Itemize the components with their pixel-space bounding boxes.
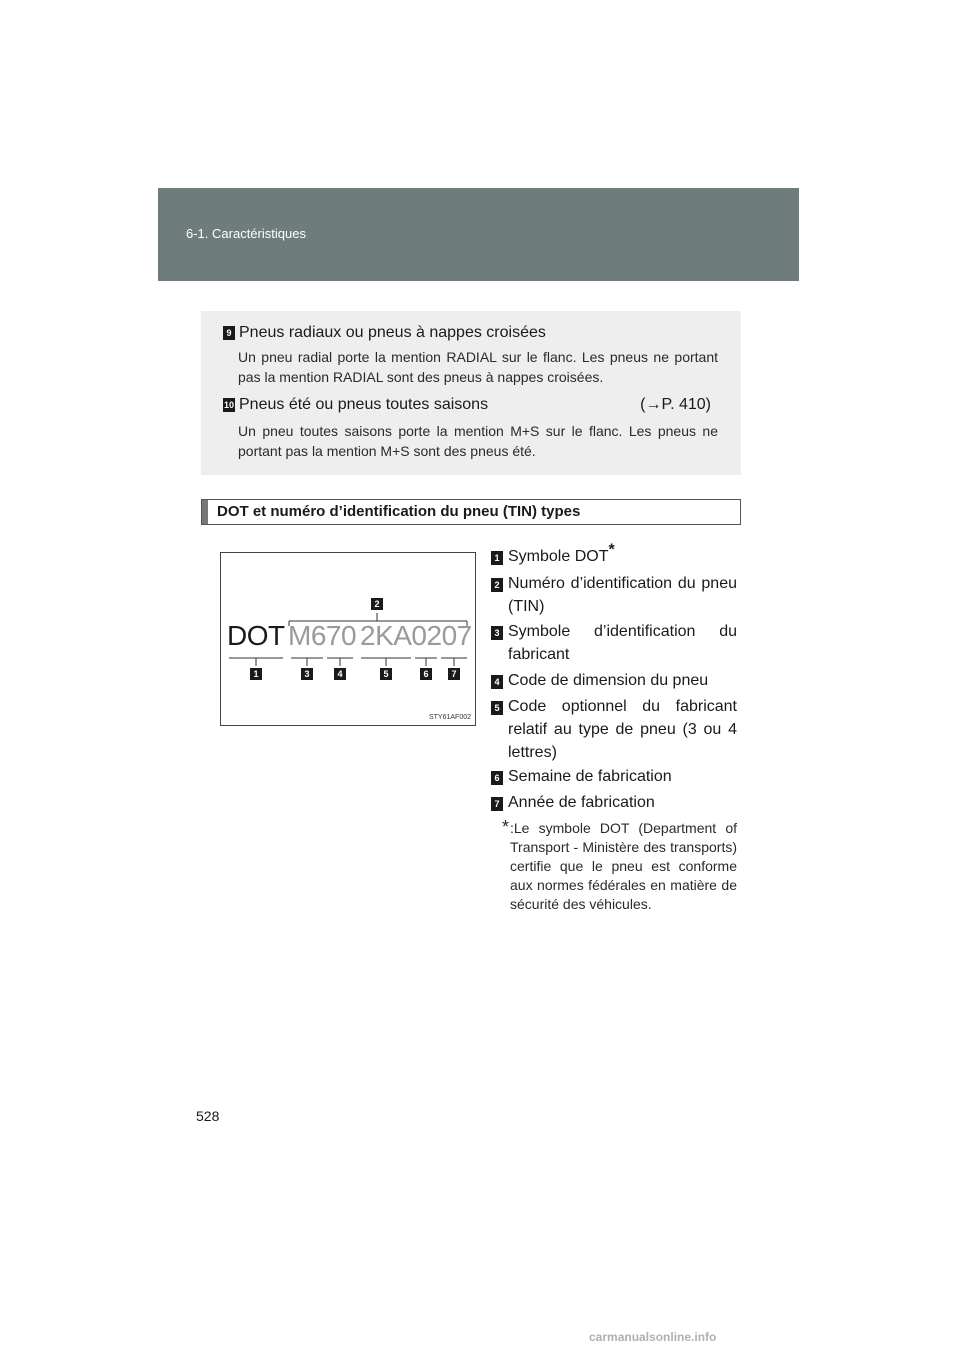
- number-badge: 6: [491, 771, 503, 785]
- figure-badge-3: 3: [301, 668, 313, 680]
- footnote-asterisk: *: [502, 817, 510, 837]
- asterisk-marker: *: [608, 541, 615, 559]
- header-band: [158, 188, 799, 281]
- number-badge: 2: [491, 578, 503, 592]
- legend-text: Code optionnel du fabricant relatif au type de pneu (3 ou 4 lettres): [508, 698, 737, 761]
- info-item-radial: [223, 323, 723, 393]
- figure-badge-7: 7: [448, 668, 460, 680]
- figure-badge-6: 6: [420, 668, 432, 680]
- figure-badge-4: 4: [334, 668, 346, 680]
- info-item-title: Pneus été ou pneus toutes saisons: [239, 396, 489, 413]
- info-item-title: Pneus radiaux ou pneus à nappes croisées: [239, 324, 546, 341]
- heading-accent-bar: [202, 500, 208, 524]
- figure-code: STY61AF002: [428, 714, 471, 721]
- figure-badge-2: 2: [371, 598, 383, 610]
- figure-badge-1: 1: [250, 668, 262, 680]
- footnote: [502, 817, 737, 914]
- code-part-1: M670: [288, 620, 357, 651]
- info-item-seasons: [223, 395, 723, 465]
- info-item-description: Un pneu radial porte la mention RADIAL sur le flanc. Les pneus ne portant pas la mention RADIAL sont des pneus à nappes croisées.: [238, 349, 718, 385]
- section-heading: [201, 499, 741, 525]
- legend-text: Semaine de fabrication: [508, 768, 672, 785]
- legend-text: Numéro d’identification du pneu (TIN): [508, 575, 737, 615]
- page-reference-link[interactable]: (→P. 410): [640, 396, 711, 413]
- legend-text: Année de fabrication: [508, 794, 655, 811]
- number-badge: 10: [224, 400, 235, 410]
- legend-text: Code de dimension du pneu: [508, 672, 709, 689]
- number-badge: 5: [491, 701, 503, 715]
- figure-badge-5: 5: [380, 668, 392, 680]
- page-number: 528: [196, 1108, 220, 1124]
- code-part-2: 2KA0207: [360, 620, 472, 651]
- legend-text: Symbole DOT: [508, 548, 609, 565]
- watermark: carmanualsonline.info: [589, 1330, 717, 1344]
- info-box: [201, 311, 741, 475]
- legend-text: Symbole d’identification du fabricant: [508, 623, 737, 663]
- number-badge: 7: [491, 797, 503, 811]
- footnote-text: :Le symbole DOT (Department of Transport - Ministère des transports) certifie que le pneu est conforme aux normes fédérales en matière de sécurité des véhicules.: [510, 820, 737, 912]
- number-badge: 1: [491, 551, 503, 565]
- number-badge: 4: [491, 675, 503, 689]
- dot-label: DOT: [227, 620, 285, 651]
- section-heading-text: DOT et numéro d’identification du pneu (TIN) types: [217, 503, 581, 520]
- section-breadcrumb: 6-1. Caractéristiques: [186, 226, 306, 241]
- tire-code-figure: [220, 552, 476, 726]
- number-badge: 3: [491, 626, 503, 640]
- number-badge: 9: [223, 326, 235, 340]
- info-item-description: Un pneu toutes saisons porte la mention M+S sur le flanc. Les pneus ne portant pas la mention M+S sont des pneus été.: [238, 423, 718, 459]
